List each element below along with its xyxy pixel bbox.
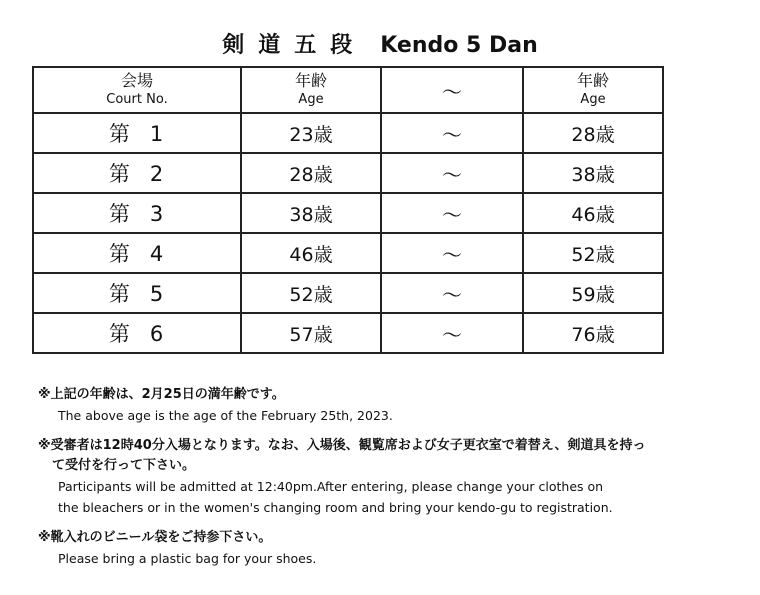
- header-age-from-en: Age: [298, 92, 324, 107]
- note-jp: ※靴入れのビニール袋をご持参下さい。: [38, 530, 272, 545]
- separator-cell: ～: [381, 313, 523, 353]
- note-jp: ※受審者は12時40分入場となります。なお、入場後、観覧席および女子更衣室で着替え、剣道具を持っ: [38, 438, 646, 453]
- age-from-cell: 52歳: [241, 273, 381, 313]
- note-shoe-bag: [38, 528, 738, 569]
- age-to-cell: 59歳: [523, 273, 663, 313]
- separator-cell: ～: [381, 273, 523, 313]
- separator-cell: ～: [381, 153, 523, 193]
- schedule-table: [32, 66, 664, 354]
- separator-cell: ～: [381, 113, 523, 153]
- note-jp: ※上記の年齢は、2月25日の満年齢です。: [38, 387, 285, 402]
- table-header-row: [33, 67, 663, 113]
- court-number: 2: [149, 162, 166, 186]
- header-age-from: [241, 67, 381, 113]
- age-from-cell: 23歳: [241, 113, 381, 153]
- header-age-to-jp: 年齢: [576, 71, 609, 90]
- court-prefix: 第: [108, 242, 132, 266]
- age-from-cell: 28歳: [241, 153, 381, 193]
- header-age-to: [523, 67, 663, 113]
- court-cell: [33, 273, 241, 313]
- note-en: The above age is the age of the February 25th, 2023.: [58, 408, 393, 423]
- header-age-to-en: Age: [580, 92, 606, 107]
- header-age-from-jp: 年齢: [294, 71, 327, 90]
- note-jp-continued: て受付を行って下さい。: [52, 458, 196, 473]
- table-row: [33, 273, 663, 313]
- court-cell: [33, 233, 241, 273]
- page-title: [0, 28, 760, 59]
- separator-cell: ～: [381, 193, 523, 233]
- court-cell: [33, 313, 241, 353]
- court-number: 4: [149, 242, 166, 266]
- court-prefix: 第: [108, 282, 132, 306]
- court-prefix: 第: [108, 322, 132, 346]
- court-cell: [33, 153, 241, 193]
- court-prefix: 第: [108, 162, 132, 186]
- header-separator: [381, 67, 523, 113]
- note-en: the bleachers or in the women's changing room and bring your kendo-gu to registration.: [58, 500, 613, 515]
- court-number: 5: [149, 282, 166, 306]
- table-row: [33, 193, 663, 233]
- note-en: Participants will be admitted at 12:40pm.After entering, please change your clothes on: [58, 479, 604, 494]
- table-row: [33, 153, 663, 193]
- court-cell: [33, 193, 241, 233]
- court-number: 3: [149, 202, 166, 226]
- title-english: Kendo 5 Dan: [380, 33, 538, 58]
- court-cell: [33, 113, 241, 153]
- separator-cell: ～: [381, 233, 523, 273]
- age-to-cell: 28歳: [523, 113, 663, 153]
- table-row: [33, 313, 663, 353]
- note-age-basis: [38, 385, 738, 426]
- court-number: 6: [149, 322, 166, 346]
- header-court-en: Court No.: [106, 92, 168, 107]
- age-to-cell: 46歳: [523, 193, 663, 233]
- court-prefix: 第: [108, 202, 132, 226]
- age-to-cell: 76歳: [523, 313, 663, 353]
- header-court: [33, 67, 241, 113]
- title-japanese: 剣道五段: [222, 33, 367, 58]
- court-prefix: 第: [108, 122, 132, 146]
- age-from-cell: 57歳: [241, 313, 381, 353]
- header-court-jp: 会場: [120, 71, 153, 90]
- age-to-cell: 52歳: [523, 233, 663, 273]
- age-from-cell: 38歳: [241, 193, 381, 233]
- note-en: Please bring a plastic bag for your shoes.: [58, 551, 317, 566]
- notes-section: [38, 385, 738, 569]
- age-from-cell: 46歳: [241, 233, 381, 273]
- court-number: 1: [149, 122, 166, 146]
- header-tilde: ～: [442, 79, 462, 104]
- table-row: [33, 113, 663, 153]
- age-to-cell: 38歳: [523, 153, 663, 193]
- table-row: [33, 233, 663, 273]
- note-admission: [38, 436, 738, 518]
